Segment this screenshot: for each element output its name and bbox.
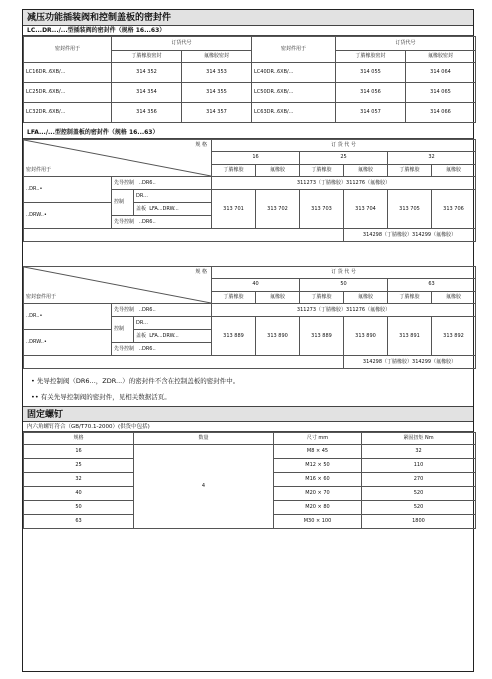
- table-row: 63 M30 × 100 1800: [24, 515, 476, 529]
- table-row: 16 4 M8 × 45 32: [24, 445, 476, 459]
- col-seal-kit-for: 密封件用于: [24, 37, 112, 63]
- diagonal-line: [24, 140, 211, 176]
- size-label: 规 格: [195, 142, 207, 148]
- bolts-title: 固定螺钉: [23, 406, 473, 422]
- table-row: LC32DR..6XB/... 314 356 314 357 LC63DR..6XB/... 314 057 314 066: [24, 103, 476, 123]
- col-fkm: 氟橡胶密封: [182, 51, 252, 63]
- col-order-code-2: 订货代号: [336, 37, 476, 51]
- page-title: 减压功能插装阀和控制盖板的密封件: [23, 10, 473, 26]
- col-nbr-2: 丁腈橡胶密封: [336, 51, 406, 63]
- bolts-subtitle: 内六角螺钉符合（GB/T70.1-2000）(供货中包括): [23, 422, 473, 432]
- order-label: 订 货 代 号: [212, 267, 476, 279]
- cover-seal-table-2: 规 格 密封套件用于 订 货 代 号 40 50 63 丁腈橡胶 氟橡胶 丁腈橡胶 氟橡胶 丁腈橡胶 氟橡胶 ..DR..• 先导控制 ..DR6.. 311273（丁腈橡胶）311276（氟橡胶） 控制 DR... 313 889 313 890 313 889 313 890 313 891 313 892 ..DRW..• 盖板 LFA...DRW... 先导控制 ..DR6.. 314298（丁腈橡胶）314299（氟橡胶）: [23, 266, 476, 369]
- col-nbr: 丁腈橡胶密封: [112, 51, 182, 63]
- table-row: 50 M20 × 80 520: [24, 501, 476, 515]
- bolt-quantity: 4: [134, 445, 274, 529]
- note-2: •• 有关先导控制阀的密封件，见相关数据活页。: [31, 393, 171, 401]
- order-label: 订 货 代 号: [212, 140, 476, 152]
- cover-seal-subtitle: LFA.../...型控制盖板的密封件（规格 16...63）: [23, 128, 473, 139]
- cartridge-seal-subtitle: LC...DR.../...型插装阀的密封件（规格 16...63）: [23, 26, 473, 36]
- col-fkm-2: 氟橡胶密封: [406, 51, 476, 63]
- cover-seal-table-1: 规 格 密封件用于 订 货 代 号 16 25 32 丁腈橡胶 氟橡胶 丁腈橡胶 氟橡胶 丁腈橡胶 氟橡胶 ..DR..• 先导控制 ..DR6.. 311273（丁腈橡胶）311276（氟橡胶） 控制 DR... 313 701 313 702 313 703 313 704 313 705 313 706 ..DRW..• 盖板 LFA...DRW... 先导控制 ..DR6.. 314298（丁腈橡胶）314299（氟橡胶）: [23, 139, 476, 242]
- col-seal-kit-for-2: 密封件用于: [252, 37, 336, 63]
- size-label: 规 格: [195, 269, 207, 275]
- document-frame: [22, 9, 474, 672]
- table-row: 40 M20 × 70 520: [24, 487, 476, 501]
- bolts-table: [23, 432, 476, 529]
- bolts-header-row: 规格 数量 尺寸 mm 紧固扭矩 Nm: [24, 433, 476, 445]
- seal-label: 密封件用于: [26, 167, 52, 173]
- cartridge-seal-table: [23, 36, 476, 123]
- col-order-code: 订货代号: [112, 37, 252, 51]
- table-row: 32 M16 × 60 270: [24, 473, 476, 487]
- note-1: • 先导控制阀（DR6...，ZDR...）的密封件不含在控制盖板的密封件中。: [31, 377, 240, 385]
- table-row: LC25DR..6XB/... 314 354 314 355 LC50DR..6XB/... 314 056 314 065: [24, 83, 476, 103]
- table-row: LC16DR..6XB/... 314 352 314 353 LC40DR..6XB/... 314 055 314 064: [24, 63, 476, 83]
- table-row: 25 M12 × 50 110: [24, 459, 476, 473]
- seal-label: 密封套件用于: [26, 294, 57, 300]
- diagonal-header: [24, 267, 212, 304]
- diagonal-header: [24, 140, 212, 177]
